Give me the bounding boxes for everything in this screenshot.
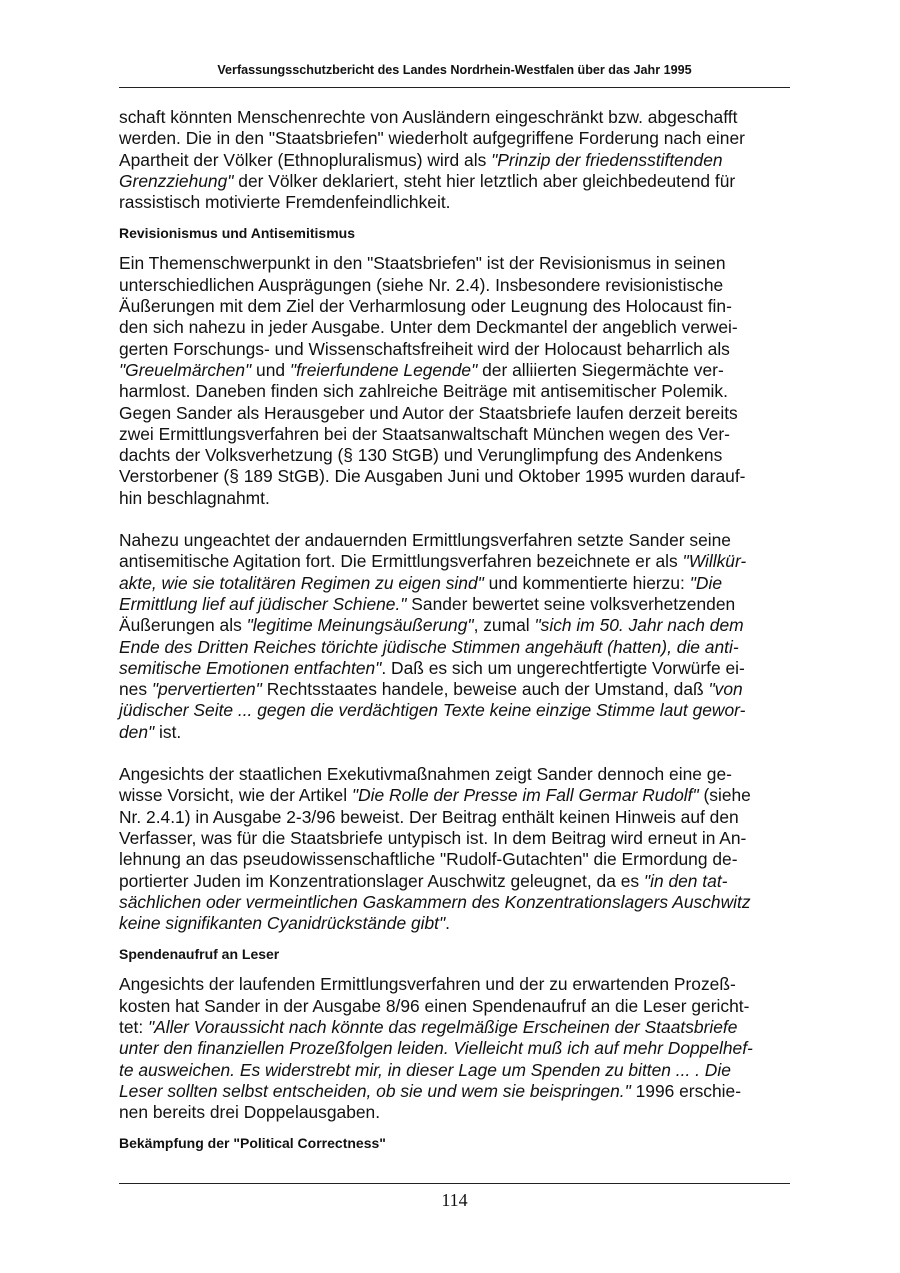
footer-rule: [119, 1183, 790, 1184]
paragraph-4: Angesichts der staatlichen Exekutivmaßnahmen zeigt Sander dennoch eine ge- wisse Vorsicht, wie der Artikel "Die Rolle der Presse im Fall Germar Rudolf" (siehe Nr. 2.4.1) in Ausgabe 2-3/96 beweist. Der Beitrag enthält keinen Hinweis auf den Verfasser, was für die Staatsbriefe untypisch ist. In dem Beitrag wird erneut in An- lehnung an das pseudowissenschaftliche "Rudolf-Gutachten" die Ermordung de- portierter Juden im Konzentrationslager Auschwitz geleugnet, da es "in den tat- sächlichen oder vermeintlichen Gaskammern des Konzentrationslagers Auschwitz keine signifikanten Cyanidrückstände gibt".: [119, 764, 751, 934]
paragraph-2: Ein Themenschwerpunkt in den "Staatsbriefen" ist der Revisionismus in seinen unterschiedlichen Ausprägungen (siehe Nr. 2.4). Insbesondere revisionistische Äußerungen mit dem Ziel der Verharmlosung oder Leugnung des Holocaust fin- den sich nahezu in jeder Ausgabe. Unter dem Deckmantel der angeblich verwei- gerten Forschungs- und Wissenschaftsfreiheit wird der Holocaust beharrlich als "Greuelmärchen" und "freierfundene Legende" der alliierten Siegermächte ver- harmlost. Daneben finden sich zahlreiche Beiträge mit antisemitischer Polemik. Gegen Sander als Herausgeber und Autor der Staatsbriefe laufen derzeit bereits zwei Ermittlungsverfahren bei der Staatsanwaltschaft München wegen des Ver- dachts der Volksverhetzung (§ 130 StGB) und Verunglimpfung des Andenkens Verstorbener (§ 189 StGB). Die Ausgaben Juni und Oktober 1995 wurden darauf- hin beschlagnahmt.: [119, 253, 746, 508]
paragraph-5: Angesichts der laufenden Ermittlungsverfahren und der zu erwartenden Prozeß- kosten hat Sander in der Ausgabe 8/96 einen Spendenaufruf an die Leser gericht- tet: "Aller Voraussicht nach könnte das regelmäßige Erscheinen der Staatsbriefe unter den finanziellen Prozeßfolgen leiden. Vielleicht muß ich auf mehr Doppelhef- te ausweichen. Es widerstrebt mir, in dieser Lage um Spenden zu bitten ... . Die Leser sollten selbst entscheiden, ob sie und wem sie beispringen." 1996 erschie- nen bereits drei Doppelausgaben.: [119, 974, 753, 1123]
body-text: [119, 107, 794, 1153]
section-heading-spendenaufruf: Spendenaufruf an Leser: [119, 946, 280, 963]
page-number: 114: [441, 1190, 468, 1210]
header-rule: [119, 87, 790, 88]
paragraph-1: schaft könnten Menschenrechte von Ausländern eingeschränkt bzw. abgeschafft werden. Die in den "Staatsbriefen" wiederholt aufgegriffene Forderung nach einer Apartheit der Völker (Ethnopluralismus) wird als "Prinzip der friedensstiftenden Grenzziehung" der Völker deklariert, steht hier letztlich aber gleichbedeutend für rassistisch motivierte Fremdenfeindlichkeit.: [119, 107, 745, 213]
section-heading-revisionismus: Revisionismus und Antisemitismus: [119, 225, 355, 242]
running-header: Verfassungsschutzbericht des Landes Nordrhein-Westfalen über das Jahr 1995: [217, 63, 692, 77]
paragraph-3: Nahezu ungeachtet der andauernden Ermittlungsverfahren setzte Sander seine antisemitische Agitation fort. Die Ermittlungsverfahren bezeichnete er als "Willkür- akte, wie sie totalitären Regimen zu eigen sind" und kommentierte hierzu: "Die Ermittlung lief auf jüdischer Schiene." Sander bewertet seine volksverhetzenden Äußerungen als "legitime Meinungsäußerung", zumal "sich im 50. Jahr nach dem Ende des Dritten Reiches törichte jüdische Stimmen angehäuft (hatten), die anti- semitische Emotionen entfachten". Daß es sich um ungerechtfertigte Vorwürfe ei- nes "pervertierten" Rechtsstaates handele, beweise auch der Umstand, daß "von jüdischer Seite ... gegen die verdächtigen Texte keine einzige Stimme laut gewor- den" ist.: [119, 530, 747, 742]
section-heading-political-correctness: Bekämpfung der "Political Correctness": [119, 1135, 386, 1152]
